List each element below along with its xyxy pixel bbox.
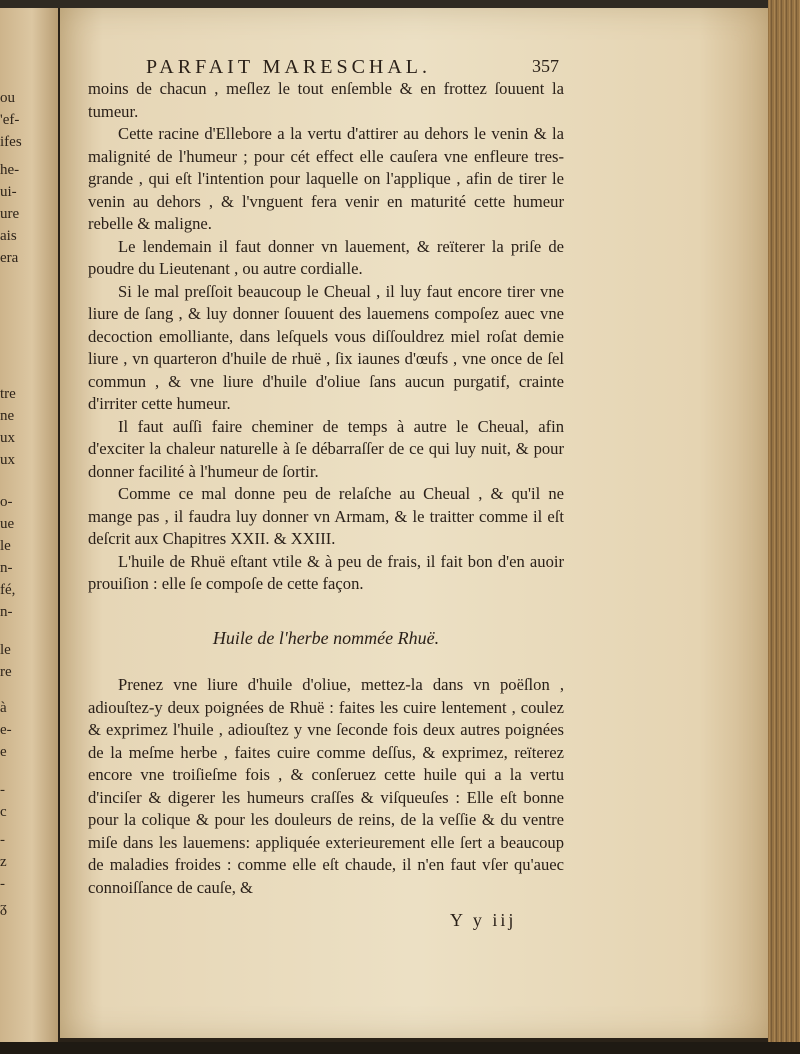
- left-fragment: le: [0, 538, 11, 554]
- left-fragment: c: [0, 804, 7, 820]
- paragraph: Comme ce mal donne peu de relaſche au Cheual , & qu'il ne mange pas , il faudra luy donner vn Armam, & le traitter comme il eſt deſcrit aux Chapitres XXII. & XXIII.: [88, 484, 564, 548]
- left-fragment: ifes: [0, 134, 22, 150]
- left-fragment: -: [0, 876, 5, 892]
- section-heading: Huile de l'herbe nommée Rhuë.: [212, 628, 440, 648]
- running-header-title: PARFAIT MARESCHAL.: [146, 56, 432, 78]
- left-fragment: ux: [0, 452, 15, 468]
- left-fragment: ue: [0, 516, 15, 532]
- left-fragment: le: [0, 642, 11, 658]
- page-number: 357: [532, 56, 559, 76]
- left-fragment: z: [0, 854, 7, 870]
- left-fragment: e-: [0, 722, 12, 738]
- left-fragment: ui-: [0, 184, 17, 200]
- left-fragment: era: [0, 250, 19, 266]
- scan-top-border: [0, 0, 800, 8]
- left-fragment: tre: [0, 386, 16, 402]
- recipe-text: [88, 674, 564, 899]
- left-fragment: n-: [0, 604, 13, 620]
- left-fragment: e: [0, 744, 7, 760]
- left-fragment: ure: [0, 206, 20, 222]
- left-fragment: ne: [0, 408, 15, 424]
- left-fragment: 'ef-: [0, 112, 20, 128]
- book-page-edges: [768, 0, 800, 1054]
- paragraph: Cette racine d'Ellebore a la vertu d'attirer au dehors le venin & la malignité de l'humeur ; pour cét effect elle cauſera vne enfleure tres-grande , qui eſt l'intention pour laquelle on l'applique , afin de tirer le venin au dehors , & l'vnguent fera venir en maturité cette humeur rebelle & maligne.: [88, 124, 564, 233]
- paragraph: Prenez vne liure d'huile d'oliue, mettez-la dans vn poëſlon , adiouſtez-y deux poignées de Rhuë : faites les cuire lentement , coulez & exprimez l'huile , adiouſtez y vne ſeconde fois deux autres poignées de la meſme herbe , faites cuire comme deſſus, & exprimez, reïterez encore vne troiſieſme fois , & conſeruez cette huile qui a la vertu d'inciſer & digerer les humeurs craſſes & viſqueuſes : Elle eſt bonne pour la colique & pour les douleurs de reins, de la veſſie & du ventre miſe dans les lauemens: appliquée exterieurement elle ſert a beaucoup de maladies froides : comme elle eſt chaude, il n'en faut vſer qu'auec connoiſſance de cauſe, &: [88, 675, 564, 897]
- paragraph: Il faut auſſi faire cheminer de temps à autre le Cheual, afin d'exciter la chaleur naturelle à ſe débarraſſer de ce qui luy nuit, & pour donner facilité à l'humeur de ſortir.: [88, 416, 564, 481]
- left-fragment: he-: [0, 162, 20, 178]
- paragraph: Si le mal preſſoit beaucoup le Cheual , il luy faut encore tirer vne liure de ſang , & luy donner ſouuent des lauemens compoſez auec vne decoction emolliante, dans leſquels vous diſſouldrez miel roſat demie liure , vn quarteron d'huile de rhuë , ſix iaunes d'œufs , vne once de ſel commun , & vne liure d'huile d'oliue ſans aucun purgatif, crainte d'irriter cette humeur.: [88, 281, 564, 413]
- left-fragment: n-: [0, 560, 13, 576]
- left-fragment: -: [0, 832, 5, 848]
- left-page-margin: [0, 8, 58, 1044]
- paragraph: Le lendemain il faut donner vn lauement, & reïterer la priſe de poudre du Lieutenant , ou autre cordialle.: [88, 236, 564, 278]
- left-fragment: re: [0, 664, 12, 680]
- scan-bottom-border: [0, 1042, 800, 1054]
- left-fragment: fé,: [0, 582, 16, 598]
- left-fragment: ux: [0, 430, 15, 446]
- paragraph: L'huile de Rhuë eſtant vtile & à peu de frais, il fait bon d'en auoir prouiſion : elle ſe compoſe de cette façon.: [88, 551, 564, 593]
- left-fragment: à: [0, 700, 7, 716]
- body-text: [88, 78, 564, 596]
- left-fragment: ais: [0, 228, 17, 244]
- paragraph: moins de chacun , meſlez le tout enſemble & en frottez ſouuent la tumeur.: [88, 79, 564, 121]
- left-fragment: ou: [0, 90, 15, 106]
- left-fragment: ᵹ: [0, 900, 8, 916]
- left-fragment: o-: [0, 494, 13, 510]
- left-fragment: -: [0, 782, 5, 798]
- signature-mark: Y y iij: [450, 910, 517, 930]
